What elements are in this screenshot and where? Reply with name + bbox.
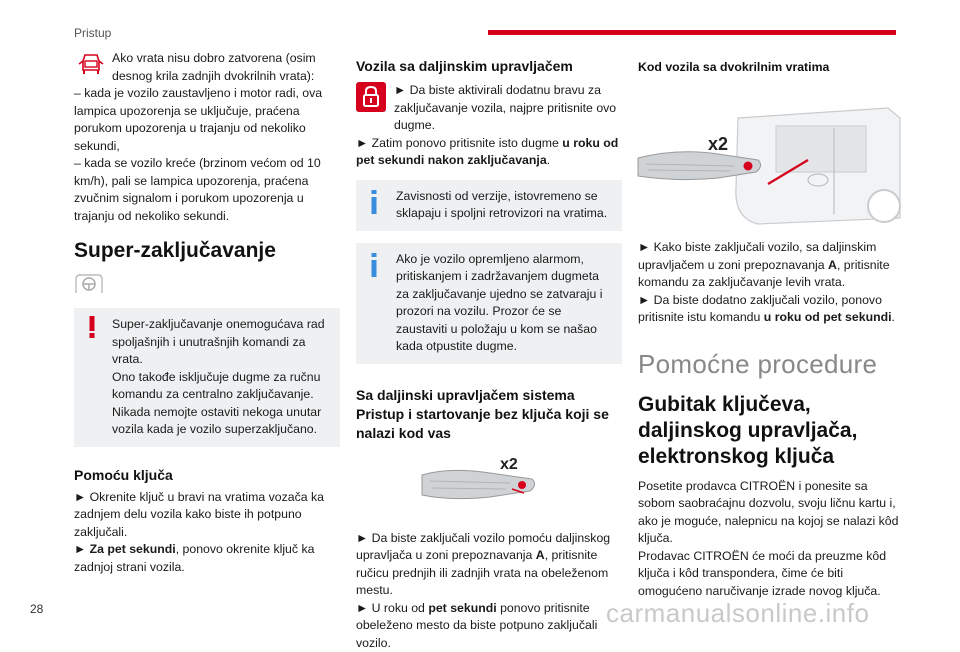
info-mirrors-text: Zavisnosti od verzije, istovremeno se sklapaju i spoljni retrovizori na vratima. <box>396 188 612 223</box>
super-lock-warning-text-3: Nikada nemojte ostaviti nekoga unutar vozila kada je vozilo superzaključano. <box>112 404 330 439</box>
remote-step1: ► Da biste aktivirali dodatnu bravu za zaključavanje vozila, najpre pritisnite ovo dugme. <box>394 82 622 135</box>
door-warning-line1: – kada je vozilo zaustavljeno i motor radi, ova lampica upozorenja se uključuje, praćena porukom upozorenja u trajanju od nekoliko sekundi, <box>74 85 340 155</box>
padlock-icon <box>356 82 386 117</box>
column-3 <box>638 60 900 600</box>
door-handle-press-illustration <box>420 455 622 518</box>
warning-exclamation-icon <box>88 316 96 343</box>
super-lock-heading: Super-zaključavanje <box>74 239 340 263</box>
page-number: 28 <box>30 602 43 616</box>
double-door-heading: Kod vozila sa dvokrilnim vratima <box>638 60 900 74</box>
double-door-step2: ► Da biste dodatno zaključali vozilo, ponovo pritisnite istu komandu u roku od pet sekundi. <box>638 292 900 327</box>
door-warning-lead: Ako vrata nisu dobro zatvorena (osim desnog krila zadnjih dvokrilnih vrata): <box>112 50 340 85</box>
super-lock-warning-text-2: Ono takođe isključuje dugme za ručnu komandu za centralno zaključavanje. <box>112 369 330 404</box>
watermark: carmanualsonline.info <box>606 598 869 629</box>
lost-keys-p1: Posetite prodavca CITROËN i ponesite sa sobom saobraćajnu dozvolu, svoju ličnu kartu i, ako je moguće, nalepnicu na kojoj se nalazi kôd ključa. <box>638 478 900 548</box>
double-press-label-2: x2 <box>708 134 728 154</box>
info-icon <box>370 253 378 282</box>
info-icon <box>370 190 378 219</box>
remote-step1-block <box>356 82 622 135</box>
remote-heading: Vozila sa daljinskim upravljačem <box>356 58 622 74</box>
door-warning <box>74 50 340 85</box>
column-1 <box>74 50 340 576</box>
door-warning-line2: – kada se vozilo kreće (brzinom većom od 10 km/h), pali se lampica upozorenja, praćena zvučnim signalom i porukom upozorenja u trajanju od nekoliko sekundi. <box>74 155 340 225</box>
header-accent-bar <box>488 30 896 35</box>
keyless-step1: ► Da biste zaključali vozilo pomoću daljinskog upravljača u zoni prepoznavanja A, pritisnite ručicu prednjih ili zadnjih vrata na obeleženom mestu. <box>356 530 622 600</box>
double-door-illustration <box>638 88 900 229</box>
double-door-step1: ► Kako biste zaključali vozilo, sa daljinskim upravljačem u zoni prepoznavanja A, pritisnite komandu za zaključavanje levih vrata. <box>638 239 900 292</box>
lost-keys-heading: Gubitak ključeva, daljinskog upravljača, elektronskog ključa <box>638 392 900 470</box>
keyless-step2: ► U roku od pet sekundi ponovo pritisnite obeleženo mesto da biste potpuno zaključali vozilo. <box>356 600 622 652</box>
aux-procedures-heading: Pomoćne procedure <box>638 349 900 380</box>
column-2 <box>356 58 622 652</box>
keyless-heading: Sa daljinski upravljačem sistema Pristup i startovanje bez ključa koji se nalazi kod vas <box>356 386 622 443</box>
super-lock-warning-box <box>74 308 340 447</box>
info-alarm-text: Ako je vozilo opremljeno alarmom, pritiskanjem i zadržavanjem dugmeta za zaključavanje ujedno se zatvaraju i prozori na vozilu. Prozor će se zaustaviti u položaju u kom se našao kada otpustite dugme. <box>396 251 612 356</box>
with-key-heading: Pomoću ključa <box>74 467 340 483</box>
remote-step2: ► Zatim ponovo pritisnite isto dugme u roku od pet sekundi nakon zaključavanja. <box>356 135 622 170</box>
super-lock-warning-text: Super-zaključavanje onemogućava rad spoljašnjih i unutrašnjih komandi za vrata. <box>112 316 330 369</box>
section-header: Pristup <box>74 26 111 40</box>
with-key-step2: ► Za pet sekundi, ponovo okrenite ključ ka zadnjoj strani vozila. <box>74 541 340 576</box>
door-open-warning-icon <box>78 52 104 83</box>
info-box-mirrors <box>356 180 622 231</box>
info-box-alarm <box>356 243 622 364</box>
double-press-label: x2 <box>500 456 518 473</box>
lost-keys-p2: Prodavac CITROËN će moći da preuzme kôd ključa i kôd transpondera, čime će biti omogućeno naručivanje izrade novog ključa. <box>638 548 900 601</box>
steering-wheel-icon <box>74 273 340 300</box>
with-key-step1: ► Okrenite ključ u bravi na vratima vozača ka zadnjem delu vozila kako biste ih potpuno zaključali. <box>74 489 340 542</box>
